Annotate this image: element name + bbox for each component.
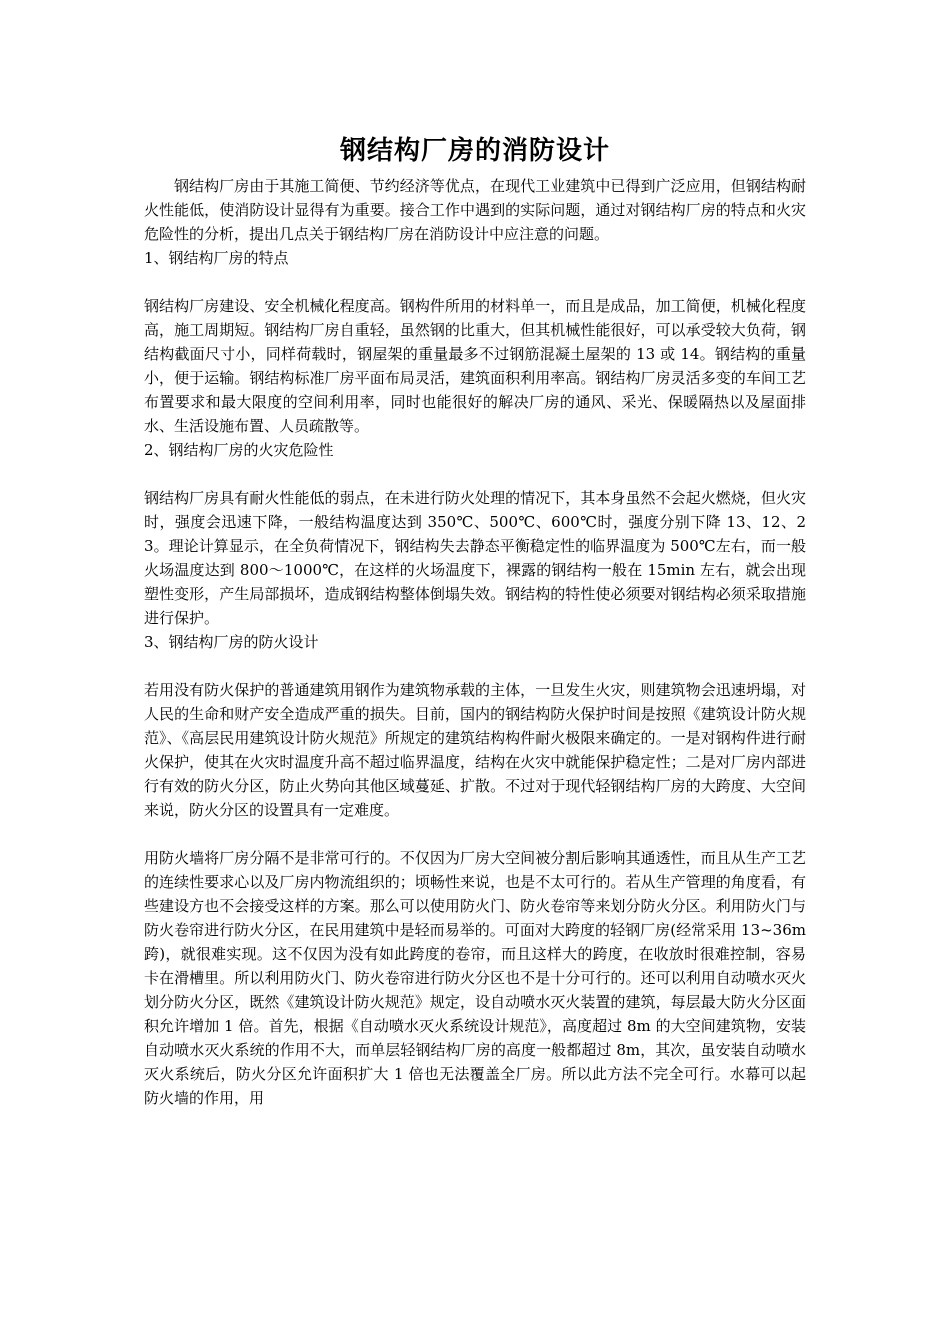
- section-2-paragraph: 钢结构厂房具有耐火性能低的弱点，在未进行防火处理的情况下，其本身虽然不会起火燃烧，但火灾时，强度会迅速下降，一般结构温度达到 350℃、500℃、600℃时，强度分别下降 13、12、23。理论计算显示，在全负荷情况下，钢结构失去静态平衡稳定性的临界温度为 500℃左右，而一般火场温度达到 800～1000℃，在这样的火场温度下，裸露的钢结构一般在 15min 左右，就会出现塑性变形，产生局部损坏，造成钢结构整体倒塌失效。钢结构的特性使必须要对钢结构必须采取措施进行保护。: [144, 489, 806, 627]
- section-heading-2: 2、钢结构厂房的火灾危险性: [144, 441, 334, 459]
- intro-paragraph: 钢结构厂房由于其施工简便、节约经济等优点，在现代工业建筑中已得到广泛应用，但钢结构耐火性能低，使消防设计显得有为重要。接合工作中遇到的实际问题，通过对钢结构厂房的特点和火灾危险性的分析，提出几点关于钢结构厂房在消防设计中应注意的问题。: [144, 177, 806, 243]
- document-page: [144, 132, 806, 1110]
- section-1-paragraph: 钢结构厂房建设、安全机械化程度高。钢构件所用的材料单一，而且是成品，加工简便，机械化程度高，施工周期短。钢结构厂房自重轻，虽然钢的比重大，但其机械性能很好，可以承受较大负荷，钢结构截面尺寸小，同样荷载时，钢屋架的重量最多不过钢筋混凝土屋架的 13 或 14。钢结构的重量小，便于运输。钢结构标准厂房平面布局灵活，建筑面积利用率高。钢结构厂房灵活多变的车间工艺布置要求和最大限度的空间利用率，同时也能很好的解决厂房的通风、采光、保暖隔热以及屋面排水、生活设施布置、人员疏散等。: [144, 297, 806, 435]
- section-heading-3: 3、钢结构厂房的防火设计: [144, 633, 319, 651]
- section-3-paragraph-2: 用防火墙将厂房分隔不是非常可行的。不仅因为厂房大空间被分割后影响其通透性，而且从生产工艺的连续性要求心以及厂房内物流组织的；顷畅性来说，也是不太可行的。若从生产管理的角度看，有些建设方也不会接受这样的方案。那么可以使用防火门、防火卷帘等来划分防火分区。利用防火门与防火卷帘进行防火分区，在民用建筑中是轻而易举的。可面对大跨度的轻钢厂房(经常采用 13~36m 跨)，就很难实现。这不仅因为没有如此跨度的卷帘，而且这样大的跨度，在收放时很难控制，容易卡在滑槽里。所以利用防火门、防火卷帘进行防火分区也不是十分可行的。还可以利用自动喷水灭火划分防火分区，既然《建筑设计防火规范》规定，设自动喷水灭火装置的建筑，每层最大防火分区面积允许增加 1 倍。首先，根据《自动喷水灭火系统设计规范》，高度超过 8m 的大空间建筑物，安装自动喷水灭火系统的作用不大，而单层轻钢结构厂房的高度一般都超过 8m，其次，虽安装自动喷水灭火系统后，防火分区允许面积扩大 1 倍也无法覆盖全厂房。所以此方法不完全可行。水幕可以起防火墙的作用，用: [144, 849, 806, 1107]
- section-heading-1: 1、钢结构厂房的特点: [144, 249, 289, 267]
- document-title: 钢结构厂房的消防设计: [339, 136, 610, 166]
- section-3-paragraph-1: 若用没有防火保护的普通建筑用钢作为建筑物承载的主体，一旦发生火灾，则建筑物会迅速坍塌，对人民的生命和财产安全造成严重的损失。目前，国内的钢结构防火保护时间是按照《建筑设计防火规范》、《高层民用建筑设计防火规范》所规定的建筑结构构件耐火极限来确定的。一是对钢构件进行耐火保护，使其在火灾时温度升高不超过临界温度，结构在火灾中就能保护稳定性；二是对厂房内部进行有效的防火分区，防止火势向其他区域蔓延、扩散。不过对于现代轻钢结构厂房的大跨度、大空间来说，防火分区的设置具有一定难度。: [144, 681, 806, 819]
